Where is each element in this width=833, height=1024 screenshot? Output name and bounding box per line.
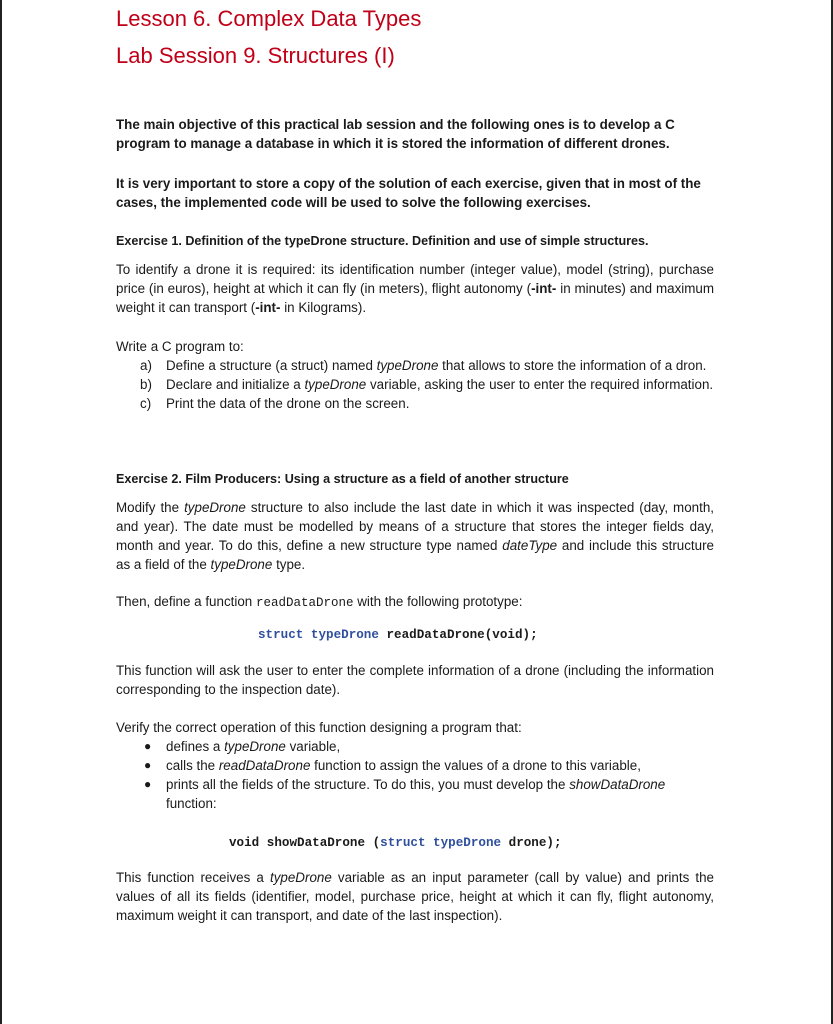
list-item-text: Print the data of the drone on the screen. (166, 396, 410, 411)
ex2-text: structure to also include the last date in which it was inspected (day, month, and year). The date must be modelled by means of a structure that stores the integer fields day, month and year. To do this, define a new structure type named (116, 500, 714, 553)
ex2-emphasis: typeDrone (184, 500, 246, 515)
list-item-emphasis: showDataDrone (569, 777, 666, 792)
show-function-explanation (116, 868, 714, 925)
list-item-text: Define a structure (a struct) named (166, 358, 377, 373)
list-marker: a) (140, 358, 152, 373)
ex2-text: This function receives a (116, 870, 270, 885)
code-text: readDataDrone(void); (378, 628, 538, 642)
list-item-text: prints all the fields of the structure. To do this, you must develop the (166, 777, 570, 792)
exercise2-heading: Exercise 2. Film Producers: Using a structure as a field of another structure (116, 472, 569, 486)
exercise2-description (116, 498, 714, 574)
exercise1-heading: Exercise 1. Definition of the typeDrone structure. Definition and use of simple structures. (116, 234, 649, 248)
list-marker: b) (140, 377, 152, 392)
list-item-emphasis: typeDrone (224, 739, 286, 754)
code-keyword: struct typeDrone (258, 628, 379, 642)
bullet-icon: ● (144, 777, 152, 791)
ex2-text: Modify the (116, 500, 185, 515)
list-item-text: calls the (166, 758, 219, 773)
list-item (116, 394, 714, 413)
list-item-emphasis: typeDrone (304, 377, 367, 392)
ex2-text: with the following prototype: (353, 594, 523, 609)
exercise1-task-list (116, 356, 714, 413)
code-text: drone); (501, 836, 562, 850)
ex1-desc-text-b: in minutes) and maximum weight it can transport ( (116, 281, 715, 315)
show-function-code (229, 836, 562, 850)
important-note-paragraph: It is very important to store a copy of the solution of each exercise, given that in most of the cases, the implemented code will be used to solve the following exercises. (116, 176, 701, 210)
ex2-text: variable as an input parameter (call by value) and prints the values of all its fields (identifier, model, purchase price, height at which it can fly, flight autonomy, maximum weight it can transport, and date of the last inspection). (116, 870, 714, 923)
ex2-text: and include this structure as a field of the (116, 538, 714, 572)
list-item (116, 756, 714, 775)
list-item (116, 375, 714, 394)
ex2-text: type. (272, 557, 306, 572)
list-item-text: variable, (285, 739, 341, 754)
list-item (116, 737, 714, 756)
define-function-paragraph (116, 592, 714, 613)
ex2-emphasis: dateType (502, 538, 558, 553)
list-item (116, 775, 714, 813)
objective-paragraph: The main objective of this practical lab session and the following ones is to develop a C program to manage a database in which it is stored the information of different drones. (116, 117, 675, 151)
code-text: void showDataDrone ( (229, 836, 381, 850)
lab-session-title: Lab Session 9. Structures (I) (116, 43, 395, 68)
list-item-emphasis: typeDrone (376, 358, 439, 373)
inline-code-function-name: readDataDrone (255, 596, 354, 610)
list-item-text: Declare and initialize a (166, 377, 305, 392)
list-item-text: function: (166, 796, 217, 811)
list-item-emphasis: readDataDrone (218, 758, 311, 773)
ex1-desc-text-c: in Kilograms). (280, 300, 367, 315)
bullet-icon: ● (144, 758, 152, 772)
ex2-emphasis: typeDrone (270, 870, 332, 885)
write-program-intro: Write a C program to: (116, 339, 244, 354)
list-marker: c) (140, 396, 152, 411)
lesson-title: Lesson 6. Complex Data Types (116, 6, 422, 31)
exercise1-description (116, 260, 714, 317)
page-border-left (0, 0, 2, 1024)
bullet-icon: ● (144, 739, 152, 753)
list-item-text: function to assign the values of a drone to this variable, (310, 758, 641, 773)
code-keyword: struct typeDrone (380, 836, 502, 850)
function-explanation-paragraph: This function will ask the user to enter the complete information of a drone (including the information corresponding to the inspection date). (116, 663, 714, 697)
ex2-emphasis: typeDrone (210, 557, 273, 572)
list-item (116, 356, 714, 375)
list-item-text: defines a (166, 739, 225, 754)
list-item-text: that allows to store the information of a dron. (438, 358, 707, 373)
list-item-text: variable, asking the user to enter the required information. (366, 377, 714, 392)
ex2-text: Then, define a function (116, 594, 256, 609)
verify-bullet-list (116, 737, 714, 813)
prototype-code (258, 628, 538, 642)
ex1-int-label-1: -int- (531, 281, 557, 296)
ex1-desc-text-a: To identify a drone it is required: its identification number (integer value), model (string), purchase price (in euros), height at which it can fly (in meters), flight autonomy ( (116, 262, 714, 296)
verify-paragraph: Verify the correct operation of this function designing a program that: (116, 720, 522, 735)
ex1-int-label-2: -int- (255, 300, 281, 315)
